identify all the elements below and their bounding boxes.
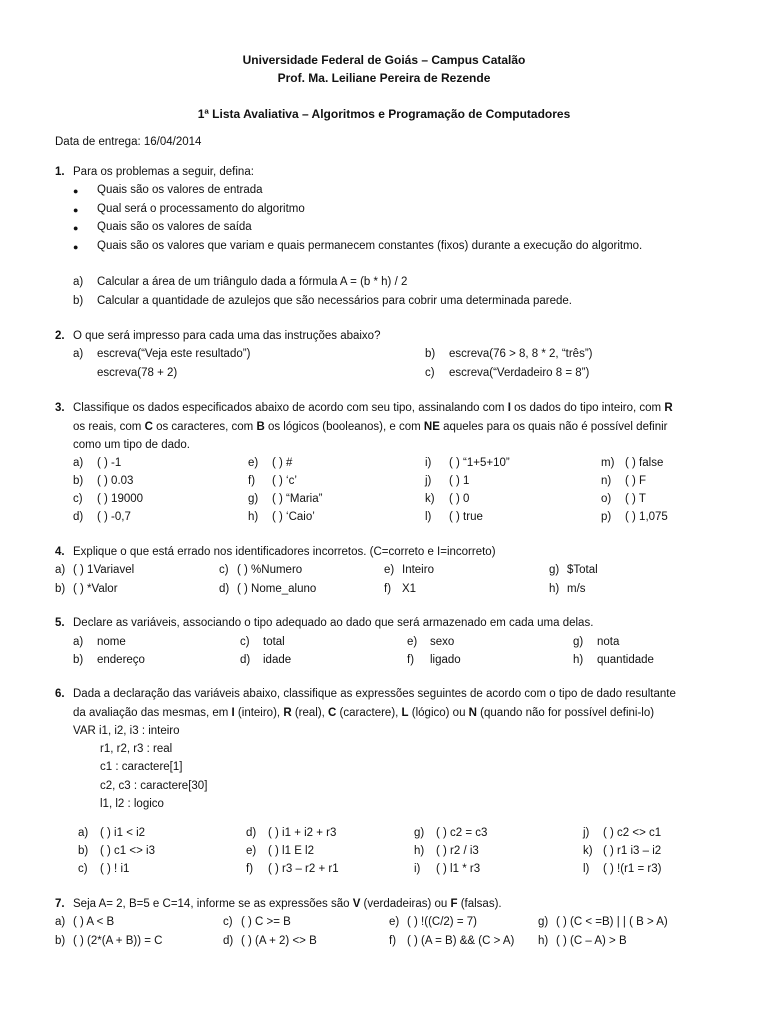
q6-item: ( ) !(r1 = r3) bbox=[603, 863, 662, 875]
q4-item-label: h) bbox=[549, 583, 560, 595]
q7-item-label: d) bbox=[223, 935, 234, 947]
q3-item: ( ) 1 bbox=[449, 475, 470, 487]
q5-item-label: h) bbox=[573, 654, 584, 666]
q1-item-text: Calcular a quantidade de azulejos que são necessários para cobrir uma determinada parede. bbox=[97, 295, 572, 307]
q3-item: ( ) false bbox=[625, 457, 664, 469]
q4-item-label: g) bbox=[549, 564, 560, 576]
q1-bullet: Qual será o processamento do algoritmo bbox=[97, 203, 305, 215]
q4-item: X1 bbox=[402, 583, 417, 595]
q1-number: 1. bbox=[55, 166, 65, 178]
q7-item: ( ) (C – A) > B bbox=[556, 935, 627, 947]
q4-item: m/s bbox=[567, 583, 586, 595]
q3-item-label: k) bbox=[425, 493, 435, 505]
q3-item-label: l) bbox=[425, 511, 432, 523]
q4-item-label: f) bbox=[384, 583, 392, 595]
q5-item: total bbox=[263, 636, 285, 648]
q4-item-label: a) bbox=[55, 564, 66, 576]
q6-item-label: b) bbox=[78, 845, 89, 857]
q7-item: ( ) C >= B bbox=[241, 916, 291, 928]
q4-item-label: d) bbox=[219, 583, 230, 595]
q7-item-label: g) bbox=[538, 916, 549, 928]
q3-line2: os reais, com C os caracteres, com B os lógicos (booleanos), e com NE aqueles para os quais não é possível definir bbox=[73, 421, 668, 433]
q6-line2: da avaliação das mesmas, em I (inteiro), R (real), C (caractere), L (lógico) ou N (quando não for possível defini-lo) bbox=[73, 707, 655, 719]
q3-item-label: n) bbox=[601, 475, 612, 487]
q3-item: ( ) 1,075 bbox=[625, 511, 668, 523]
due-date: Data de entrega: 16/04/2014 bbox=[55, 136, 202, 148]
q3-line1: Classifique os dados especificados abaixo de acordo com seu tipo, assinalando com I os dados do tipo inteiro, com R bbox=[73, 402, 673, 414]
q6-item-label: l) bbox=[583, 863, 590, 875]
q3-item-label: o) bbox=[601, 493, 612, 505]
q7-item: ( ) (C < =B) | | ( B > A) bbox=[556, 916, 668, 928]
q5-item-label: c) bbox=[240, 636, 250, 648]
q6-item-label: k) bbox=[583, 845, 593, 857]
q2-a-line1: escreva(“Veja este resultado”) bbox=[97, 348, 251, 360]
q6-decl: c1 : caractere[1] bbox=[100, 761, 183, 773]
q6-number: 6. bbox=[55, 688, 65, 700]
q3-item: ( ) 0.03 bbox=[97, 475, 134, 487]
q7-item-label: f) bbox=[389, 935, 397, 947]
q4-item-label: e) bbox=[384, 564, 395, 576]
q5-item-label: a) bbox=[73, 636, 84, 648]
q6-decl: r1, r2, r3 : real bbox=[100, 743, 173, 755]
q1-prompt: Para os problemas a seguir, defina: bbox=[73, 166, 254, 178]
q6-item: ( ) r2 / i3 bbox=[436, 845, 479, 857]
q3-item: ( ) -0,7 bbox=[97, 511, 131, 523]
q3-item-label: m) bbox=[601, 457, 615, 469]
q2-prompt: O que será impresso para cada uma das instruções abaixo? bbox=[73, 330, 381, 342]
q7-item-label: h) bbox=[538, 935, 549, 947]
bullet-icon: ● bbox=[73, 186, 79, 196]
q7-item: ( ) (2*(A + B)) = C bbox=[73, 935, 163, 947]
q2-number: 2. bbox=[55, 330, 65, 342]
q4-number: 4. bbox=[55, 546, 65, 558]
q7-item: ( ) A < B bbox=[73, 916, 115, 928]
q2-a-label: a) bbox=[73, 348, 84, 360]
q3-line3: como um tipo de dado. bbox=[73, 439, 190, 451]
q5-item-label: e) bbox=[407, 636, 418, 648]
q7-item: ( ) (A + 2) <> B bbox=[241, 935, 317, 947]
q3-item: ( ) ‘Caio’ bbox=[272, 511, 315, 523]
bullet-icon: ● bbox=[73, 223, 79, 233]
university-heading: Universidade Federal de Goiás – Campus Catalão bbox=[242, 53, 526, 67]
q5-item: idade bbox=[263, 654, 292, 666]
q5-number: 5. bbox=[55, 617, 65, 629]
q3-item-label: h) bbox=[248, 511, 259, 523]
q6-item-label: c) bbox=[78, 863, 88, 875]
q3-item: ( ) -1 bbox=[97, 457, 122, 469]
q3-item: ( ) 0 bbox=[449, 493, 470, 505]
q3-item: ( ) “1+5+10” bbox=[449, 457, 510, 469]
bullet-icon: ● bbox=[73, 205, 79, 215]
q6-item-label: h) bbox=[414, 845, 425, 857]
q6-item: ( ) c2 = c3 bbox=[436, 827, 488, 839]
q6-item: ( ) l1 E l2 bbox=[268, 845, 315, 857]
q5-item-label: b) bbox=[73, 654, 84, 666]
q5-item: endereço bbox=[97, 654, 145, 666]
q5-item-label: d) bbox=[240, 654, 251, 666]
list-title: 1ª Lista Avaliativa – Algoritmos e Programação de Computadores bbox=[197, 107, 571, 121]
q7-item: ( ) (A = B) && (C > A) bbox=[407, 935, 515, 947]
q2-c-label: c) bbox=[425, 367, 435, 379]
q6-item: ( ) c2 <> c1 bbox=[603, 827, 662, 839]
q4-item: Inteiro bbox=[402, 564, 434, 576]
q6-item: ( ) i1 + i2 + r3 bbox=[268, 827, 337, 839]
q6-decl: c2, c3 : caractere[30] bbox=[100, 780, 208, 792]
q3-item-label: d) bbox=[73, 511, 84, 523]
q5-item: nota bbox=[597, 636, 620, 648]
q3-item-label: a) bbox=[73, 457, 84, 469]
q6-item: ( ) r1 i3 – i2 bbox=[603, 845, 662, 857]
q3-item: ( ) ‘c’ bbox=[272, 475, 297, 487]
q7-prompt: Seja A= 2, B=5 e C=14, informe se as expressões são V (verdadeiras) ou F (falsas). bbox=[73, 898, 502, 910]
q1-bullet: Quais são os valores de entrada bbox=[97, 184, 263, 196]
q2-b-label: b) bbox=[425, 348, 436, 360]
q6-item-label: g) bbox=[414, 827, 425, 839]
q5-item: ligado bbox=[430, 654, 461, 666]
q4-prompt: Explique o que está errado nos identificadores incorretos. (C=correto e I=incorreto) bbox=[73, 546, 496, 558]
q5-item: quantidade bbox=[597, 654, 654, 666]
q6-item-label: j) bbox=[583, 827, 590, 839]
q1-item-text: Calcular a área de um triângulo dada a fórmula A = (b * h) / 2 bbox=[97, 276, 408, 288]
q3-item: ( ) T bbox=[625, 493, 646, 505]
q3-item: ( ) true bbox=[449, 511, 483, 523]
q6-item: ( ) l1 * r3 bbox=[436, 863, 481, 875]
q3-item-label: p) bbox=[601, 511, 612, 523]
q3-item-label: e) bbox=[248, 457, 259, 469]
q6-item: ( ) r3 – r2 + r1 bbox=[268, 863, 339, 875]
q3-item-label: c) bbox=[73, 493, 83, 505]
q6-item-label: d) bbox=[246, 827, 257, 839]
q6-item: ( ) c1 <> i3 bbox=[100, 845, 155, 857]
q3-item-label: j) bbox=[425, 475, 432, 487]
q3-item: ( ) 19000 bbox=[97, 493, 144, 505]
q6-item-label: f) bbox=[246, 863, 254, 875]
q5-prompt: Declare as variáveis, associando o tipo adequado ao dado que será armazenado em cada uma delas. bbox=[73, 617, 594, 629]
q3-number: 3. bbox=[55, 402, 65, 414]
q1-item-label: a) bbox=[73, 276, 84, 288]
q6-item: ( ) ! i1 bbox=[100, 863, 130, 875]
q3-item: ( ) F bbox=[625, 475, 647, 487]
q6-decl: VAR i1, i2, i3 : inteiro bbox=[73, 725, 180, 737]
q5-item: sexo bbox=[430, 636, 455, 648]
q2-b-text: escreva(76 > 8, 8 * 2, “três”) bbox=[449, 348, 593, 360]
q4-item: ( ) Nome_aluno bbox=[237, 583, 317, 595]
q1-bullet: Quais são os valores que variam e quais permanecem constantes (fixos) durante a execução do algoritmo. bbox=[97, 240, 643, 252]
q7-item-label: a) bbox=[55, 916, 66, 928]
q6-line1: Dada a declaração das variáveis abaixo, classifique as expressões seguintes de acordo com o tipo de dado resultante bbox=[73, 688, 676, 700]
q5-item-label: f) bbox=[407, 654, 415, 666]
q4-item: ( ) *Valor bbox=[73, 583, 118, 595]
q3-item-label: f) bbox=[248, 475, 256, 487]
q6-item: ( ) i1 < i2 bbox=[100, 827, 146, 839]
q3-item-label: b) bbox=[73, 475, 84, 487]
q2-c-text: escreva(“Verdadeiro 8 = 8”) bbox=[449, 367, 590, 379]
q3-item-label: i) bbox=[425, 457, 432, 469]
q6-item-label: e) bbox=[246, 845, 257, 857]
q7-number: 7. bbox=[55, 898, 65, 910]
q4-item: ( ) 1Variavel bbox=[73, 564, 135, 576]
q4-item-label: b) bbox=[55, 583, 66, 595]
q4-item-label: c) bbox=[219, 564, 229, 576]
q2-a-line2: escreva(78 + 2) bbox=[97, 367, 178, 379]
professor-heading: Prof. Ma. Leiliane Pereira de Rezende bbox=[277, 71, 491, 85]
q4-item: ( ) %Numero bbox=[237, 564, 303, 576]
q5-item-label: g) bbox=[573, 636, 584, 648]
bullet-icon: ● bbox=[73, 242, 79, 252]
q3-item: ( ) “Maria” bbox=[272, 493, 323, 505]
q6-item-label: a) bbox=[78, 827, 89, 839]
q1-item-label: b) bbox=[73, 295, 84, 307]
q4-item: $Total bbox=[567, 564, 598, 576]
q3-item-label: g) bbox=[248, 493, 259, 505]
q1-bullet: Quais são os valores de saída bbox=[97, 221, 252, 233]
q7-item-label: c) bbox=[223, 916, 233, 928]
q6-decl: l1, l2 : logico bbox=[100, 798, 164, 810]
q7-item: ( ) !((C/2) = 7) bbox=[407, 916, 477, 928]
q5-item: nome bbox=[97, 636, 126, 648]
q7-item-label: b) bbox=[55, 935, 66, 947]
q3-item: ( ) # bbox=[272, 457, 293, 469]
q7-item-label: e) bbox=[389, 916, 400, 928]
q6-item-label: i) bbox=[414, 863, 421, 875]
